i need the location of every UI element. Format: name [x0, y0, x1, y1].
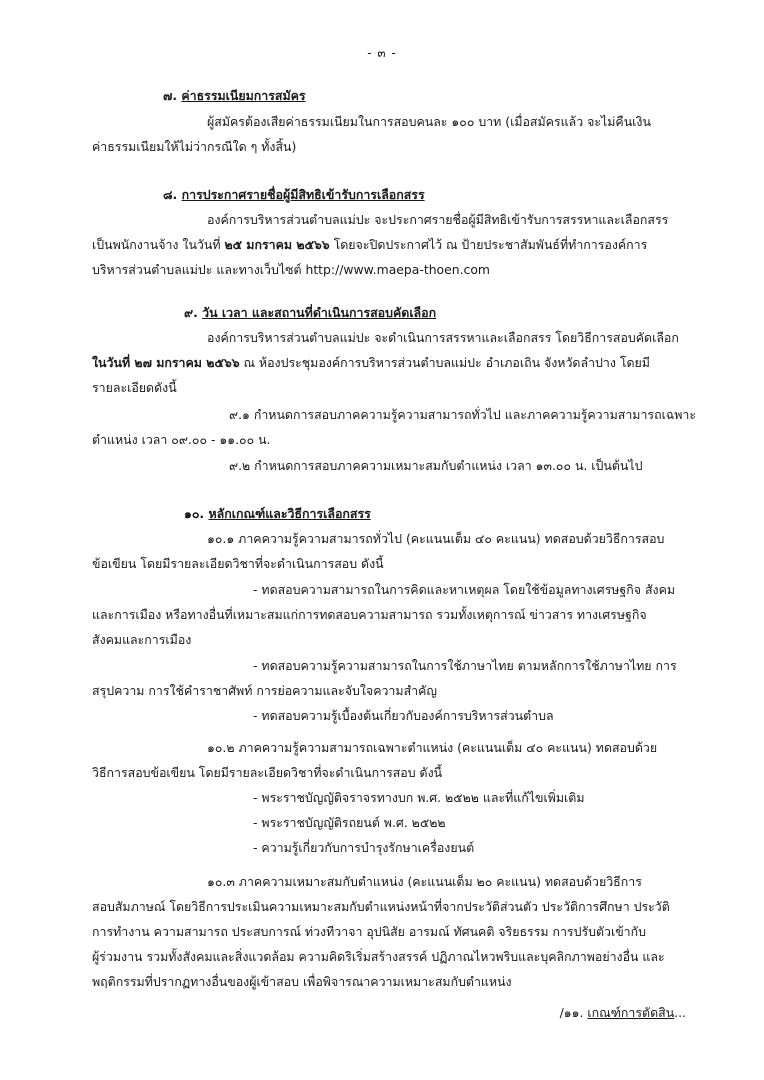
- section-10-1-text-1: ๑๐.๑ ภาคความรู้ความสามารถทั่วไป (คะแนนเต็ม ๔๐ คะแนน) ทดสอบด้วยวิธีการสอบ: [207, 531, 665, 546]
- section-8-text-2: [92, 235, 647, 255]
- continuation-suffix: ...: [674, 1005, 686, 1020]
- section-10-1-bullet-2-text-1: - ทดสอบความรู้ความสามารถในการใช้ภาษาไทย ตามหลักการใช้ภาษาไทย การ: [253, 658, 677, 673]
- section-9-text-3: รายละเอียดดังนี้: [92, 380, 177, 395]
- section-9-heading: [184, 303, 436, 323]
- section-10-1-bullet-1-text-2: และการเมือง หรือทางอื่นที่เหมาะสมแก่การทดสอบความสามารถ รวมทั้งเหตุการณ์ ข่าวสาร ทางเศรษฐกิจ: [92, 607, 647, 622]
- section-8-heading: [163, 185, 425, 205]
- section-10-2-bullet-2: - พระราชบัญญัติรถยนต์ พ.ศ. ๒๕๒๒: [253, 815, 446, 830]
- section-8-text-3: บริหารส่วนตำบลแม่ปะ และทางเว็บไซต์ http://www.maepa-thoen.com: [92, 262, 491, 277]
- section-10-1-text-2: ข้อเขียน โดยมีรายละเอียดวิชาที่จะดำเนินการสอบ ดังนี้: [92, 556, 384, 571]
- section-7-heading: [163, 86, 306, 106]
- section-10-1-bullet-1-text-3: สังคมและการเมือง: [92, 632, 192, 647]
- section-10-2-bullet-1: - พระราชบัญญัติจราจรทางบก พ.ศ. ๒๕๒๒ และที่แก้ไขเพิ่มเติม: [253, 790, 585, 805]
- section-10-heading: [184, 504, 371, 524]
- section-9-title: วัน เวลา และสถานที่ดำเนินการสอบคัดเลือก: [202, 305, 437, 320]
- section-10-2-text-2: วิธีการสอบข้อเขียน โดยมีรายละเอียดวิชาที่จะดำเนินการสอบ ดังนี้: [92, 765, 443, 780]
- section-8-text-2a: เป็นพนักงานจ้าง ในวันที่: [92, 237, 225, 252]
- continuation-note: [560, 1004, 686, 1023]
- section-10-1-bullet-3: - ทดสอบความรู้เบื้องต้นเกี่ยวกับองค์การบริหารส่วนตำบล: [253, 708, 554, 723]
- section-10-3-text-5: พฤติกรรมที่ปรากฏทางอื่นของผู้เข้าสอบ เพื่อพิจารณาความเหมาะสมกับตำแหน่ง: [92, 974, 512, 989]
- section-10-3-text-1: ๑๐.๓ ภาคความเหมาะสมกับตำแหน่ง (คะแนนเต็ม ๒๐ คะแนน) ทดสอบด้วยวิธีการ: [207, 874, 642, 889]
- section-9-1-text-2: ตำแหน่ง เวลา ๐๙.๐๐ - ๑๑.๐๐ น.: [92, 432, 271, 447]
- section-10-1-bullet-2-text-2: สรุปความ การใช้คำราชาศัพท์ การย่อความและจับใจความสำคัญ: [92, 683, 437, 698]
- section-9-text-2: [92, 353, 650, 373]
- section-7-text-2: ค่าธรรมเนียมให้ไม่ว่ากรณีใด ๆ ทั้งสิ้น): [92, 139, 297, 154]
- section-8-title: การประกาศรายชื่อผู้มีสิทธิเข้ารับการเลือกสรร: [181, 187, 425, 202]
- section-10-title: หลักเกณฑ์และวิธีการเลือกสรร: [208, 506, 371, 521]
- section-9-2-text: ๙.๒ กำหนดการสอบภาคความเหมาะสมกับตำแหน่ง เวลา ๑๓.๐๐ น. เป็นต้นไป: [229, 458, 643, 473]
- section-9-text-2b: ณ ห้องประชุมองค์การบริหารส่วนตำบลแม่ปะ อำเภอเถิน จังหวัดลำปาง โดยมี: [239, 355, 650, 370]
- section-10-1-bullet-1-text-1: - ทดสอบความสามารถในการคิดและหาเหตุผล โดยใช้ข้อมูลทางเศรษฐกิจ สังคม: [253, 582, 676, 597]
- section-10-2-bullet-3: - ความรู้เกี่ยวกับการบำรุงรักษาเครื่องยนต์: [253, 840, 475, 855]
- section-9-text-1: องค์การบริหารส่วนตำบลแม่ปะ จะดำเนินการสรรหาและเลือกสรร โดยวิธีการสอบคัดเลือก: [207, 330, 679, 345]
- continuation-prefix: /๑๑.: [559, 1005, 588, 1020]
- continuation-link-text: เกณฑ์การตัดสิน: [587, 1005, 675, 1020]
- section-10-3-text-4: ผู้ร่วมงาน รวมทั้งสังคมและสิ่งแวดล้อม ความคิดริเริ่มสร้างสรรค์ ปฏิภาณไหวพริบและบุคลิกภาพอย่างอื่น และ: [92, 949, 665, 964]
- announce-date: ๒๕ มกราคม ๒๕๖๖: [224, 237, 330, 252]
- section-8-number: ๘.: [163, 187, 178, 202]
- section-10-3-text-2: สอบสัมภาษณ์ โดยวิธีการประเมินความเหมาะสมกับตำแหน่งหน้าที่จากประวัติส่วนตัว ประวัติการศึกษา ประวัติ: [92, 899, 670, 914]
- section-10-number: ๑๐.: [184, 506, 205, 521]
- exam-date: ในวันที่ ๒๗ มกราคม ๒๕๖๖: [92, 355, 240, 370]
- section-8-text-1: องค์การบริหารส่วนตำบลแม่ปะ จะประกาศรายชื่อผู้มีสิทธิเข้ารับการสรรหาและเลือกสรร: [207, 212, 669, 227]
- section-8-text-2c: โดยจะปิดประกาศไว้ ณ ป้ายประชาสัมพันธ์ที่ทำการองค์การ: [329, 237, 648, 252]
- page-number: - ๓ -: [367, 46, 397, 60]
- section-10-3-text-3: การทำงาน ความสามารถ ประสบการณ์ ท่วงทีวาจา อุปนิสัย อารมณ์ ทัศนคติ จริยธรรม การปรับตัวเข้ากับ: [92, 924, 646, 939]
- section-7-title: ค่าธรรมเนียมการสมัคร: [181, 88, 306, 103]
- section-7-number: ๗.: [163, 88, 178, 103]
- section-7-text-1: ผู้สมัครต้องเสียค่าธรรมเนียมในการสอบคนละ ๑๐๐ บาท (เมื่อสมัครแล้ว จะไม่คืนเงิน: [207, 114, 651, 129]
- section-9-number: ๙.: [184, 305, 198, 320]
- section-10-2-text-1: ๑๐.๒ ภาคความรู้ความสามารถเฉพาะตำแหน่ง (คะแนนเต็ม ๔๐ คะแนน) ทดสอบด้วย: [207, 740, 658, 755]
- section-9-1-text-1: ๙.๑ กำหนดการสอบภาคความรู้ความสามารถทั่วไป และภาคความรู้ความสามารถเฉพาะ: [229, 407, 697, 422]
